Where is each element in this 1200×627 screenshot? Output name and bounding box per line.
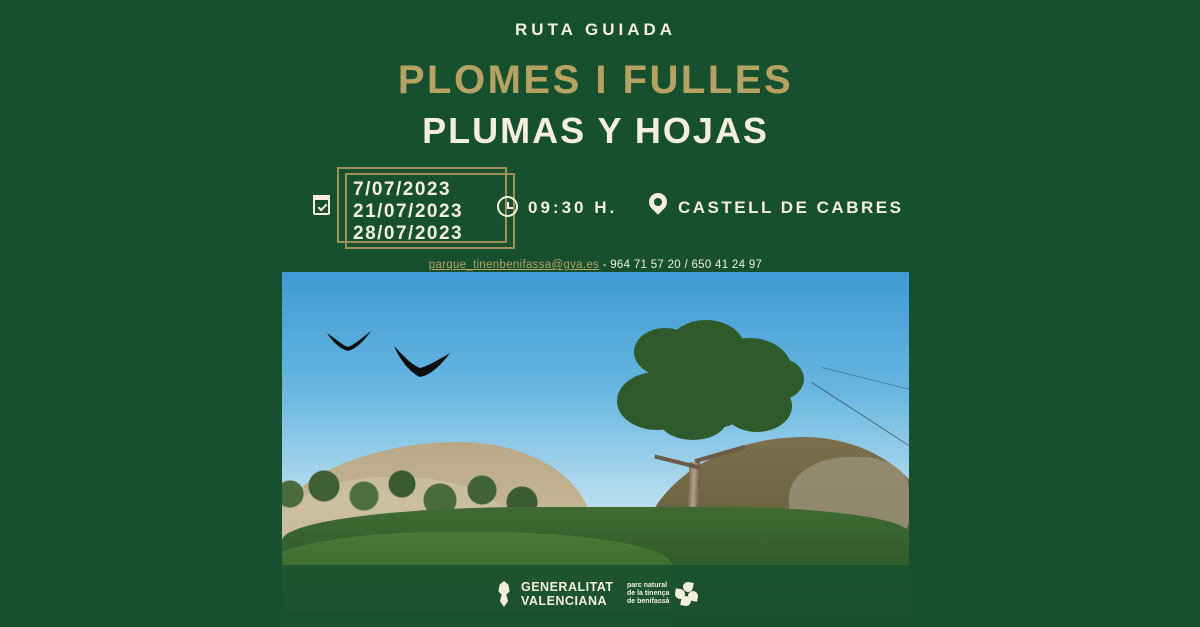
contact-email[interactable]: parque_tinenbenifassa@gva.es [428, 259, 600, 271]
poster-kicker: RUTA GUIADA [514, 20, 677, 39]
parc-natural-logo-text [627, 582, 669, 606]
date-item: 28/07/2023 [353, 223, 464, 244]
date-item: 7/07/2023 [353, 179, 452, 200]
generalitat-logo-text [521, 580, 614, 608]
bird-icon [392, 344, 452, 382]
parc-natural-logo [627, 582, 697, 606]
contact-line [282, 259, 909, 271]
pine-canopy [612, 310, 797, 475]
generalitat-line-1: GENERALITAT [521, 580, 614, 594]
generalitat-valenciana-logo [494, 580, 614, 608]
dates-list [353, 179, 463, 245]
poster-info-row [282, 162, 909, 252]
clock-icon [497, 196, 518, 217]
contact-phones: 964 71 57 20 / 650 41 24 97 [610, 259, 763, 271]
generalitat-line-2: VALENCIANA [521, 594, 608, 608]
event-time: 09:30 H. [528, 198, 618, 217]
contact-separator: - [602, 259, 607, 271]
poster-title-valencian: PLOMES I FULLES [397, 58, 794, 102]
dates-box [337, 167, 517, 247]
parc-line-1: parc natural [627, 582, 668, 589]
generalitat-mark-icon [494, 581, 514, 607]
event-location: CASTELL DE CABRES [678, 198, 904, 217]
poster-header [282, 0, 909, 272]
landscape-photo [282, 272, 909, 627]
poster [282, 0, 909, 627]
parc-natural-flower-icon [675, 582, 697, 606]
poster-title-spanish: PLUMAS Y HOJAS [422, 110, 769, 151]
parc-line-3: de benifassà [627, 598, 670, 605]
bird-icon [326, 329, 372, 355]
logo-bar [282, 565, 909, 627]
parc-line-2: de la tinença [627, 590, 670, 597]
calendar-icon [313, 198, 330, 215]
location-pin-icon [645, 189, 670, 214]
date-item: 21/07/2023 [353, 201, 464, 222]
